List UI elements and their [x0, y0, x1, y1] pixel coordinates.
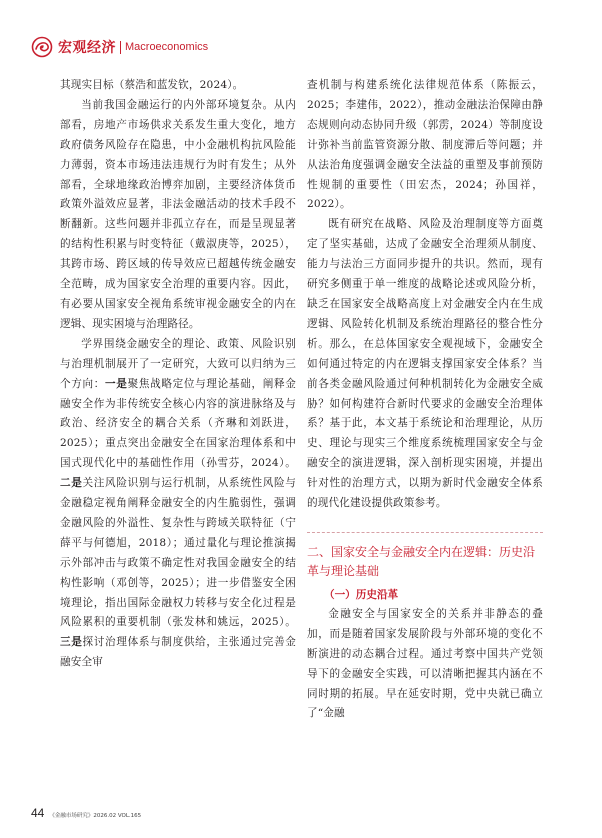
- section-title-en: Macroeconomics: [125, 41, 209, 53]
- list-text: 关注风险识别与运行机制，从系统性风险与金融稳定视角阐释金融安全的内生脆弱性，强调金融风险的外溢性、复杂性与跨域关联特征（宁薛平与何德旭，2018）；通过量化与理论推演揭示外部冲击与政策不确定性对我国金融安全的结构性影响（邓创等，2025）；进一步借鉴安全困境理论，指出国际金融权力转移与安全化过程是风险累积的重要机制（张发林和姚远，2025）。: [60, 477, 296, 629]
- paragraph: 当前我国金融运行的内外部环境复杂。从内部看，房地产市场供求关系发生重大变化，地方政府债务风险存在隐患，中小金融机构抗风险能力薄弱，资本市场违法违规行为时有发生；从外部看，全球地缘政治博弈加剧，主要经济体货币政策外溢效应显著，非法金融活动的技术手段不断翻新。这些问题并非孤立存在，而是呈现显著的结构性积累与时变特征（戴淑庚等，2025），其跨市场、跨区域的传导效应已超越传统金融安全范畴，成为国家安全治理的重要内容。因此，有必要从国家安全视角系统审视金融安全的内在逻辑、现实困境与治理路径。: [60, 98, 296, 330]
- list-lead: 三是: [60, 636, 83, 649]
- journal-info: 《金融市场研究》2026.02 VOL.165: [49, 813, 142, 819]
- page-footer: [31, 806, 141, 820]
- page-header: [31, 36, 208, 58]
- list-lead: 一是: [105, 377, 128, 390]
- page-number: 44: [31, 806, 45, 820]
- paragraph-intro: 学界围绕金融安全的理论、政策、风险识别与治理机制展开了一定研究，大致可以归纳为三个方向：: [60, 337, 296, 390]
- list-text: 探讨治理体系与制度供给，主张通过完善金融安全审: [60, 636, 296, 669]
- left-column: [60, 76, 296, 673]
- paragraph: 其现实目标（蔡浩和蓝发钦，2024）。: [60, 79, 244, 91]
- subsection-heading: （一）历史沿革: [324, 588, 399, 601]
- right-column: [307, 76, 543, 724]
- list-text: 聚焦战略定位与理论基础，阐释金融安全作为非传统安全核心内容的演进脉络及与政治、经济安全的耦合关系（齐琳和刘跃进，2025）；重点突出金融安全在国家治理体系和中国式现代化中的基础性作用（孙雪芬，2024）。: [60, 377, 296, 470]
- paragraph: 金融安全与国家安全的关系并非静态的叠加，而是随着国家发展阶段与外部环境的变化不断演进的动态耦合过程。通过考察中国共产党领导下的金融安全实践，可以清晰把握其内涵在不同时期的拓展。早在延安时期，党中央就已确立了“金融: [307, 607, 543, 720]
- paragraph: [60, 335, 296, 673]
- list-lead: 二是: [60, 477, 83, 490]
- swirl-logo-icon: [31, 36, 53, 58]
- section-heading: 二、国家安全与金融安全内在逻辑：历史沿革与理论基础: [307, 532, 543, 581]
- paragraph: 既有研究在战略、风险及治理制度等方面奠定了坚实基础，达成了金融安全治理须从制度、能力与法治三方面同步提升的共识。然而，现有研究多侧重于单一维度的战略论述或风险分析，缺乏在国家安全战略高度上对金融安全内在生成逻辑、风险转化机制及系统治理路径的整合性分析。那么，在总体国家安全观视域下，金融安全如何通过特定的内在逻辑支撑国家安全体系？当前各类金融风险通过何种机制转化为金融安全威胁？如何构建符合新时代要求的金融安全治理体系？基于此，本文基于系统论和治理理论，从历史、理论与现实三个维度系统梳理国家安全与金融安全的演进逻辑，深入剖析现实困境，并提出针对性的治理方式，以期为新时代金融安全体系的现代化建设提供政策参考。: [307, 218, 543, 510]
- section-title: 宏观经济: [58, 40, 116, 56]
- paragraph: 查机制与构建系统化法律规范体系（陈振云，2025；李建伟，2022），推动金融法治保障由静态规则向动态协同升级（郭雳，2024）等制度设计弥补当前监管资源分散、制度滞后等问题；并从法治角度强调金融安全法益的重塑及事前预防性规制的重要性（田宏杰，2024；孙国祥，2022）。: [307, 79, 543, 211]
- section-divider: [120, 41, 121, 54]
